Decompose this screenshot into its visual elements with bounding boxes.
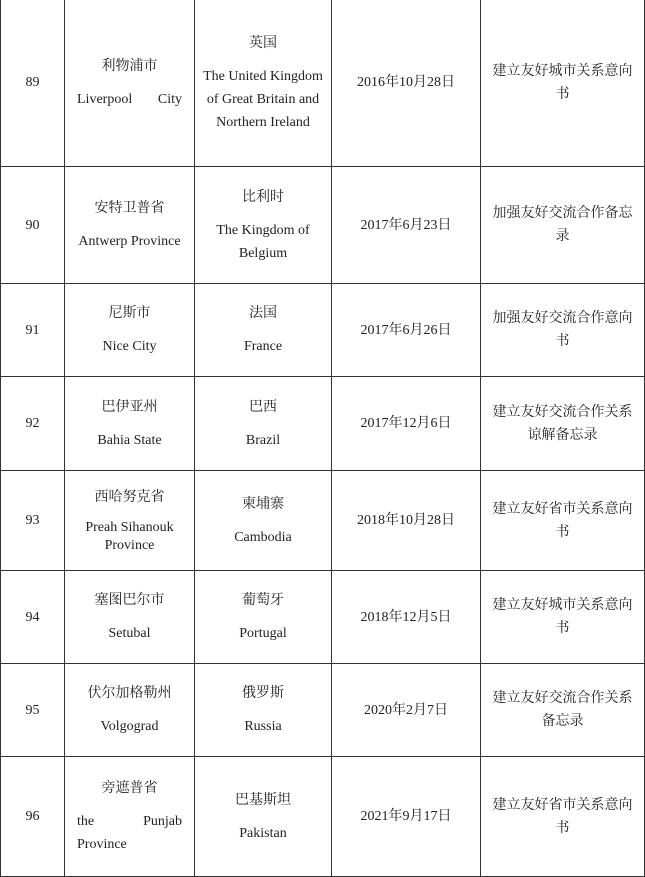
- city-cell: [65, 0, 195, 167]
- row-number: 91: [1, 284, 65, 377]
- country-name-zh: 比利时: [242, 188, 284, 205]
- sign-date: 2021年9月17日: [332, 757, 481, 877]
- country-name-zh: 英国: [249, 34, 277, 51]
- city-name-en: Liverpool City: [77, 91, 182, 107]
- document-type: 建立友好交流合作关系谅解备忘录: [481, 377, 645, 471]
- document-type: 建立友好城市关系意向书: [481, 571, 645, 664]
- sign-date: 2020年2月7日: [332, 664, 481, 757]
- country-cell: [195, 0, 332, 167]
- country-name-en: Pakistan: [239, 825, 287, 841]
- table-row: [1, 167, 645, 284]
- city-cell: [65, 571, 195, 664]
- country-cell: [195, 571, 332, 664]
- table-row: [1, 664, 645, 757]
- city-name-zh: 安特卫普省: [94, 200, 165, 216]
- row-number: 90: [1, 167, 65, 284]
- city-name-en: Volgograd: [100, 719, 159, 734]
- country-name-zh: 柬埔寨: [242, 495, 284, 512]
- sign-date: 2017年12月6日: [332, 377, 481, 471]
- city-name-zh: 伏尔加格勒州: [87, 685, 172, 701]
- country-cell: [195, 471, 332, 571]
- table-row: [1, 284, 645, 377]
- city-name-en: Bahia State: [97, 432, 162, 448]
- row-number: 92: [1, 377, 65, 471]
- country-name-en: Russia: [244, 719, 282, 734]
- table-row: [1, 471, 645, 571]
- document-type: 加强友好交流合作意向书: [481, 284, 645, 377]
- document-type: 建立友好交流合作关系备忘录: [481, 664, 645, 757]
- city-name-zh: 西哈努克省: [94, 489, 165, 505]
- table-row: [1, 0, 645, 167]
- table-row: [1, 757, 645, 877]
- row-number: 89: [1, 0, 65, 167]
- country-name-en: Cambodia: [234, 529, 292, 545]
- row-number: 96: [1, 757, 65, 877]
- country-name-en: The Kingdom of Belgium: [216, 222, 310, 261]
- country-name-zh: 巴基斯坦: [235, 791, 291, 808]
- country-name-en: The United Kingdom of Great Britain and Northern Ireland: [203, 68, 323, 130]
- country-name-zh: 俄罗斯: [242, 685, 284, 701]
- country-cell: [195, 284, 332, 377]
- city-cell: [65, 757, 195, 877]
- city-cell: [65, 377, 195, 471]
- country-cell: [195, 664, 332, 757]
- sign-date: 2017年6月26日: [332, 284, 481, 377]
- country-name-zh: 葡萄牙: [242, 592, 284, 608]
- document-type: 加强友好交流合作备忘录: [481, 167, 645, 284]
- document-type: 建立友好省市关系意向书: [481, 471, 645, 571]
- city-name-en: Nice City: [102, 339, 157, 354]
- sign-date: 2017年6月23日: [332, 167, 481, 284]
- row-number: 93: [1, 471, 65, 571]
- city-name-en: Preah Sihanouk Province: [85, 520, 174, 553]
- document-type: 建立友好省市关系意向书: [481, 757, 645, 877]
- table-row: [1, 377, 645, 471]
- city-cell: [65, 664, 195, 757]
- country-name-en: Brazil: [245, 432, 281, 448]
- country-cell: [195, 757, 332, 877]
- row-number: 94: [1, 571, 65, 664]
- country-cell: [195, 377, 332, 471]
- city-cell: [65, 167, 195, 284]
- country-name-zh: 法国: [249, 305, 277, 321]
- sign-date: 2018年10月28日: [332, 471, 481, 571]
- country-name-en: Portugal: [239, 626, 287, 641]
- sign-date: 2016年10月28日: [332, 0, 481, 167]
- country-name-en: France: [243, 339, 283, 354]
- city-name-en: Setubal: [108, 626, 151, 641]
- country-cell: [195, 167, 332, 284]
- country-name-zh: 巴西: [249, 398, 277, 415]
- row-number: 95: [1, 664, 65, 757]
- city-name-zh: 巴伊亚州: [101, 398, 158, 415]
- city-name-zh: 尼斯市: [108, 305, 151, 321]
- city-cell: [65, 284, 195, 377]
- sign-date: 2018年12月5日: [332, 571, 481, 664]
- table-row: [1, 571, 645, 664]
- city-name-en: the Punjab Province: [77, 814, 182, 852]
- city-name-zh: 旁遮普省: [101, 780, 158, 796]
- city-name-zh: 利物浦市: [101, 57, 158, 74]
- city-name-zh: 塞图巴尔市: [94, 592, 165, 608]
- city-cell: [65, 471, 195, 571]
- city-name-en: Antwerp Province: [78, 234, 181, 249]
- document-type: 建立友好城市关系意向书: [481, 0, 645, 167]
